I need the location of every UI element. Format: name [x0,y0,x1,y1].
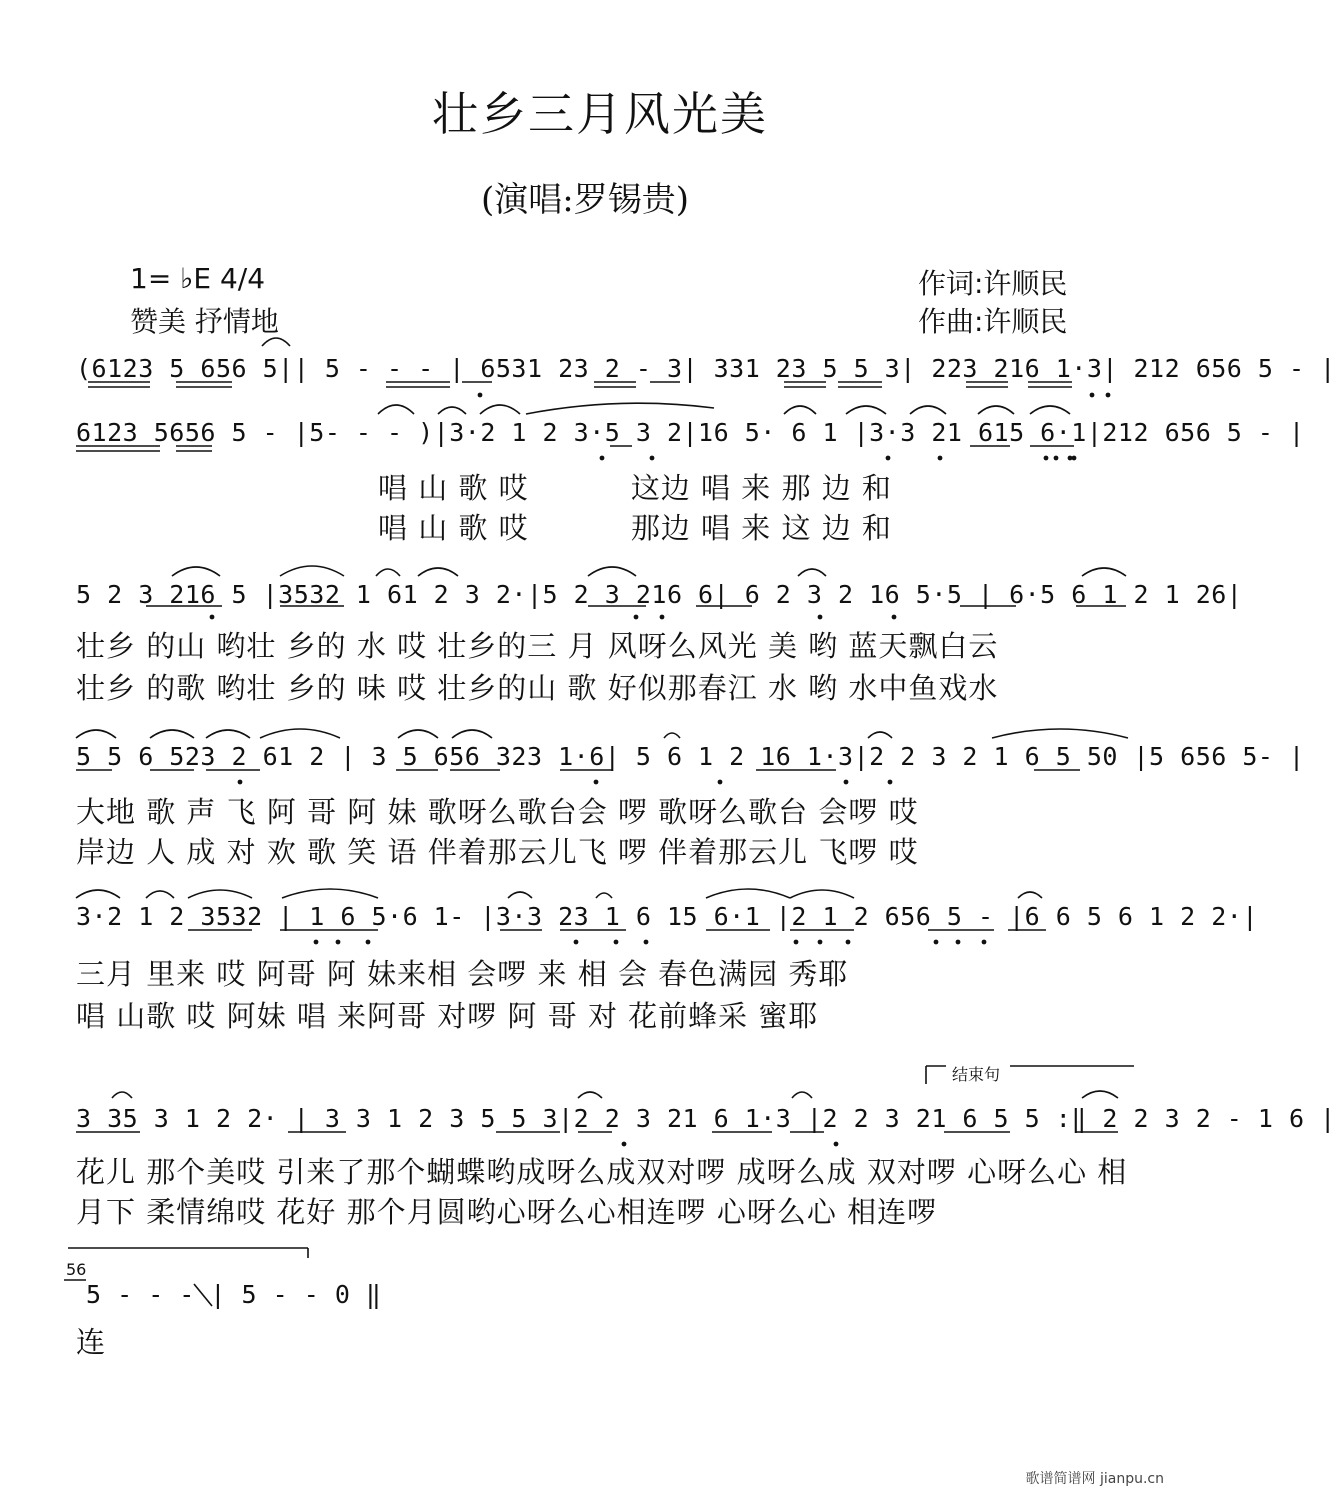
grace-notes: 56 [66,1260,87,1279]
notation-line-1: (6123 5 656 5|| 5 - - - | 6531 23 2 - 3| 331 23 5 5 3| 223 216 1·3| 212 656 5 - | [76,354,1336,383]
composer-credit: 作曲:许顺民 [918,305,1068,338]
lyric-line-5a: 三月 里来 哎 阿哥 阿 妹来相 会啰 来 相 会 春色满园 秀耶 [76,957,849,991]
notation-line-2: 6123 5656 5 - |5- - - )|3·2 1 2 3·5 3 2|16 5· 6 1 |3·3 21 615 6·1|212 656 5 - | [76,418,1305,447]
key-signature: 1= ♭E 4/4 [130,262,266,295]
lyric-line-4b: 岸边 人 成 对 欢 歌 笑 语 伴着那云儿飞 啰 伴着那云儿 飞啰 哎 [76,835,919,869]
tempo-marking: 赞美 抒情地 [130,305,279,338]
song-title: 壮乡三月风光美 [432,87,768,141]
notation-line-6: 3 35 3 1 2 2· | 3 3 1 2 3 5 5 3|2 2 3 21 6 1·3 |2 2 3 21 6 5 5 :‖ 2 2 3 2 - 1 6 | [76,1104,1336,1133]
watermark: 歌谱简谱网 jianpu.cn [1025,1471,1164,1487]
lyric-line-7a: 连 [76,1325,107,1359]
lyric-line-2a: 唱 山 歌 哎 这边 唱 来 那 边 和 [378,471,892,505]
lyric-line-5b: 唱 山歌 哎 阿妹 唱 来阿哥 对啰 阿 哥 对 花前蜂采 蜜耶 [76,999,819,1033]
notation-line-7: 5 - - - | 5 - - 0 ‖ [86,1280,382,1309]
lyric-line-2b: 唱 山 歌 哎 那边 唱 来 这 边 和 [378,511,892,545]
lyric-line-6a: 花儿 那个美哎 引来了那个蝴蝶哟成呀么成双对啰 成呀么成 双对啰 心呀么心 相 [76,1155,1128,1189]
lyricist-credit: 作词:许顺民 [918,267,1068,300]
lyric-line-6b: 月下 柔情绵哎 花好 那个月圆哟心呀么心相连啰 心呀么心 相连啰 [76,1195,938,1229]
lyric-line-3b: 壮乡 的歌 哟壮 乡的 味 哎 壮乡的山 歌 好似那春江 水 哟 水中鱼戏水 [76,671,999,705]
notation-line-3: 5 2 3 216 5 |3532 1 61 2 3 2·|5 2 3 216 6| 6 2 3 2 16 5·5 | 6·5 6 1 2 1 26| [76,580,1243,609]
notation-line-4: 5 5 6 523 2 61 2 | 3 5 656 323 1·6| 5 6 1 2 16 1·3|2 2 3 2 1 6 5 50 |5 656 5- | [76,742,1305,771]
ending-label: 结束句 [952,1065,1001,1084]
lyric-line-4a: 大地 歌 声 飞 阿 哥 阿 妹 歌呀么歌台会 啰 歌呀么歌台 会啰 哎 [76,795,919,829]
notation-line-5: 3·2 1 2 3532 | 1 6 5·6 1- |3·3 23 1 6 15 6·1 |2 1 2 656 5 - |6 6 5 6 1 2 2·| [76,902,1258,931]
performer-credit: (演唱:罗锡贵) [481,180,689,220]
lyric-line-3a: 壮乡 的山 哟壮 乡的 水 哎 壮乡的三 月 风呀么风光 美 哟 蓝天飘白云 [76,629,999,663]
